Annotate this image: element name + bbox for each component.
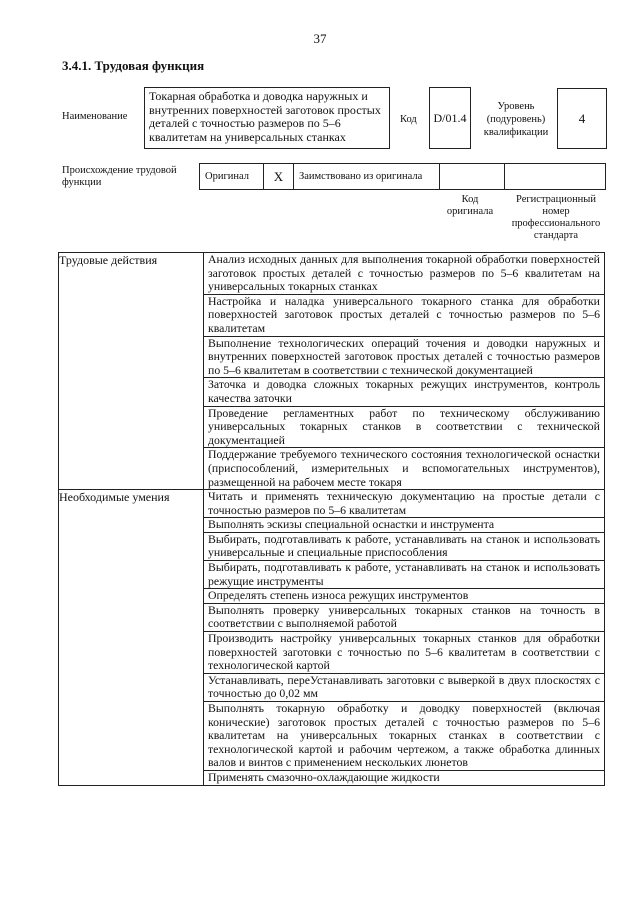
- items-cell: [204, 490, 605, 785]
- caption-reg: Регистрационный номер профессионального стандарта: [511, 194, 601, 241]
- section-title: 3.4.1. Трудовая функция: [62, 58, 205, 73]
- list-item: Поддержание требуемого технического состояния технологической оснастки (приспособлений, измерительных и вспомогательных инструментов), размещенной на рабочем месте токаря: [208, 447, 600, 489]
- items-cell: [204, 253, 605, 490]
- list-item: Анализ исходных данных для выполнения токарной обработки поверхностей заготовок простых деталей с точностью размеров по 5–6 квалитетам на универсальных токарных станках: [204, 253, 604, 295]
- origin-borrowed-cell: Заимствовано из оригинала: [294, 164, 440, 189]
- origin-label: Происхождение трудовой функции: [62, 165, 177, 188]
- list-item: Проведение регламентных работ по техническому обслуживанию универсальных токарных станков в соответствии с технической документацией: [204, 407, 604, 449]
- list-item: Выполнять эскизы специальной оснастки и инструмента: [204, 518, 604, 533]
- function-name-box: Токарная обработка и доводка наружных и внутренних поверхностей заготовок простых деталей с точностью размеров по 5–6 квалитетам на универсальных станках: [144, 87, 390, 149]
- list-item: Применять смазочно-охлаждающие жидкости: [208, 769, 440, 784]
- list-item: Устанавливать, переУстанавливать заготовки с выверкой в двух плоскостях с точностью до 0,02 мм: [204, 674, 604, 702]
- table-row-actions: [59, 253, 605, 490]
- function-code-box: D/01.4: [429, 87, 471, 149]
- list-item: Настройка и наладка универсального токарного станка для обработки поверхностей заготовок простых деталей с точностью размеров по 5–6 квалитетам: [204, 295, 604, 337]
- list-item: Выполнять токарную обработку и доводку поверхностей (включая конические) заготовок простых деталей с точностью размеров по 5–6 квалитетам на универсальных токарных станках в соответствии с технологической картой и рабочим чертежом, а также обработка длинных валов и винтов с применением нескольких люнетов: [204, 702, 604, 771]
- function-table: [58, 252, 605, 786]
- table-row-skills: [59, 490, 605, 785]
- origin-row: [199, 163, 606, 190]
- row-label: Трудовые действия: [59, 253, 204, 490]
- list-item: Определять степень износа режущих инструментов: [204, 589, 604, 604]
- list-item: Заточка и доводка сложных токарных режущих инструментов, контроль качества заточки: [204, 378, 604, 406]
- origin-code-cell: [440, 164, 505, 189]
- list-item: Читать и применять техническую документацию на простые детали с точностью размеров по 5–6 квалитетам: [204, 490, 604, 518]
- list-item: Выполнять проверку универсальных токарных станков на точность в соответствии с выполняемой работой: [204, 604, 604, 632]
- level-value-box: 4: [557, 88, 607, 149]
- list-item: Производить настройку универсальных токарных станков для обработки поверхностей заготовки с точностью по 5–6 квалитетам в соответствии с технологической картой: [204, 632, 604, 674]
- list-item: Выбирать, подготавливать к работе, устанавливать на станок и использовать универсальные и специальные приспособления: [204, 533, 604, 561]
- origin-mark-cell: X: [264, 164, 294, 189]
- list-item: Выполнение технологических операций точения и доводки наружных и внутренних поверхностей заготовок простых деталей с точностью размеров по 5–6 квалитетам в соответствии с технической документацией: [204, 337, 604, 379]
- origin-reg-cell: [505, 164, 605, 189]
- list-item: Выбирать, подготавливать к работе, устанавливать на станок и использовать режущие инструменты: [204, 561, 604, 589]
- name-label: Наименование: [62, 111, 128, 122]
- page-number: 37: [313, 31, 327, 46]
- caption-code: Код оригинала: [446, 194, 494, 217]
- level-label: Уровень (подуровень) квалификации: [483, 101, 549, 138]
- code-label: Код: [400, 114, 417, 125]
- row-label: Необходимые умения: [59, 490, 204, 785]
- origin-original-cell: Оригинал: [200, 164, 264, 189]
